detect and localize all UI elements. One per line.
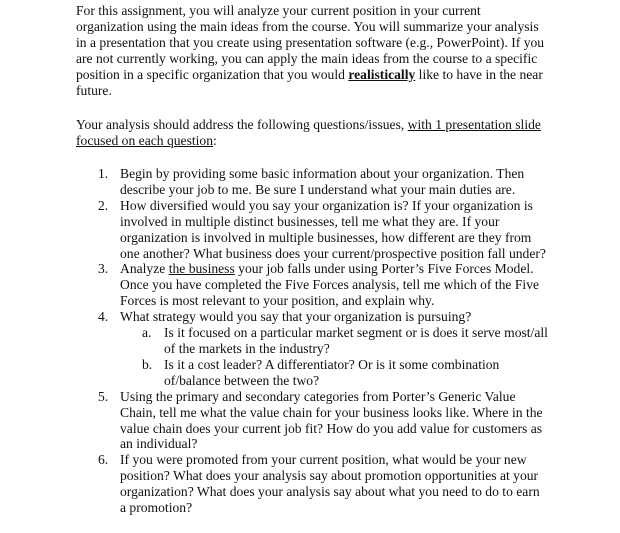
intro-paragraph (76, 3, 566, 98)
item-number: 4. (98, 309, 109, 325)
item-line: an individual? (120, 436, 198, 452)
item-line: position? What does your analysis say about promotion opportunities at your (120, 468, 539, 484)
item-line: Forces is most relevant to your position, and explain why. (120, 293, 435, 309)
item-line: If you were promoted from your current position, what would be your new (120, 452, 527, 468)
list-item (98, 452, 568, 516)
prompt-underlined: with 1 presentation slide (407, 117, 541, 132)
item-line: organization is involved in multiple businesses, how different are they from (120, 229, 532, 245)
item-line: Once you have completed the Five Forces analysis, tell me which of the Five (120, 277, 540, 293)
sub-item-line: of/balance between the two? (164, 372, 320, 388)
item-line: describe your job to me. Be sure I understand what your main duties are. (120, 181, 516, 197)
intro-line: in a presentation that you create using presentation software (e.g., PowerPoint). If you (76, 34, 545, 50)
item-number: 5. (98, 388, 109, 404)
sub-item-line: Is it focused on a particular market segment or is does it serve most/all (164, 325, 548, 341)
intro-line: are not currently working, you can apply the main ideas from the course to a specific (76, 50, 538, 66)
sub-list-item (142, 357, 568, 389)
question-list (98, 166, 568, 516)
item-text: Analyze (120, 261, 169, 277)
sub-list-item (142, 325, 568, 357)
list-item (98, 309, 568, 389)
sub-item-letter: b. (142, 356, 153, 372)
item-line: Begin by providing some basic information about your organization. Then (120, 166, 525, 181)
item-line (120, 261, 568, 277)
item-line: involved in multiple distinct businesses, tell me what they are. If your (120, 213, 500, 229)
item-number: 2. (98, 197, 109, 213)
item-line: Using the primary and secondary categories from Porter’s Generic Value (120, 388, 516, 404)
item-line: How diversified would you say your organization is? If your organization is (120, 197, 533, 213)
item-line: Chain, tell me what the value chain for your business looks like. Where in the (120, 404, 543, 420)
list-item (98, 261, 568, 309)
prompt-text: Your analysis should address the following questions/issues, (76, 117, 408, 132)
list-item (98, 198, 568, 262)
list-item (98, 166, 568, 198)
item-number: 3. (98, 261, 109, 277)
underlined-the-business: the business (168, 261, 235, 277)
item-text: your job falls under using Porter’s Five Forces Model. (234, 261, 534, 277)
prompt-line (76, 133, 566, 149)
intro-line: For this assignment, you will analyze your current position in your current (76, 3, 481, 18)
intro-line: organization using the main ideas from the course. You will summarize your analysis (76, 18, 539, 34)
prompt-underlined: focused on each question (76, 132, 214, 148)
sub-item-line: Is it a cost leader? A differentiator? Or is it some combination (164, 356, 500, 372)
item-line: What strategy would you say that your organization is pursuing? (120, 309, 472, 325)
sub-item-letter: a. (142, 325, 152, 341)
sub-item-line: of the markets in the industry? (164, 340, 330, 356)
list-item (98, 389, 568, 453)
prompt-paragraph (76, 117, 566, 149)
prompt-text: : (213, 132, 217, 148)
item-line: one another? What business does your current/prospective position fall under? (120, 245, 546, 261)
emphasis-realistically: realistically (348, 66, 416, 82)
sub-list (142, 325, 568, 389)
intro-text: like to have in the near (415, 66, 543, 82)
item-line: a promotion? (120, 500, 193, 516)
intro-text: position in a specific organization that you would (76, 66, 349, 82)
prompt-line (76, 117, 566, 133)
item-number: 1. (98, 166, 109, 181)
item-number: 6. (98, 452, 109, 468)
item-line: organization? What does your analysis say about what you need to do to earn (120, 484, 540, 500)
item-line: value chain does your current job fit? How do you add value for customers as (120, 420, 543, 436)
intro-line (76, 67, 566, 83)
intro-line: future. (76, 82, 112, 98)
